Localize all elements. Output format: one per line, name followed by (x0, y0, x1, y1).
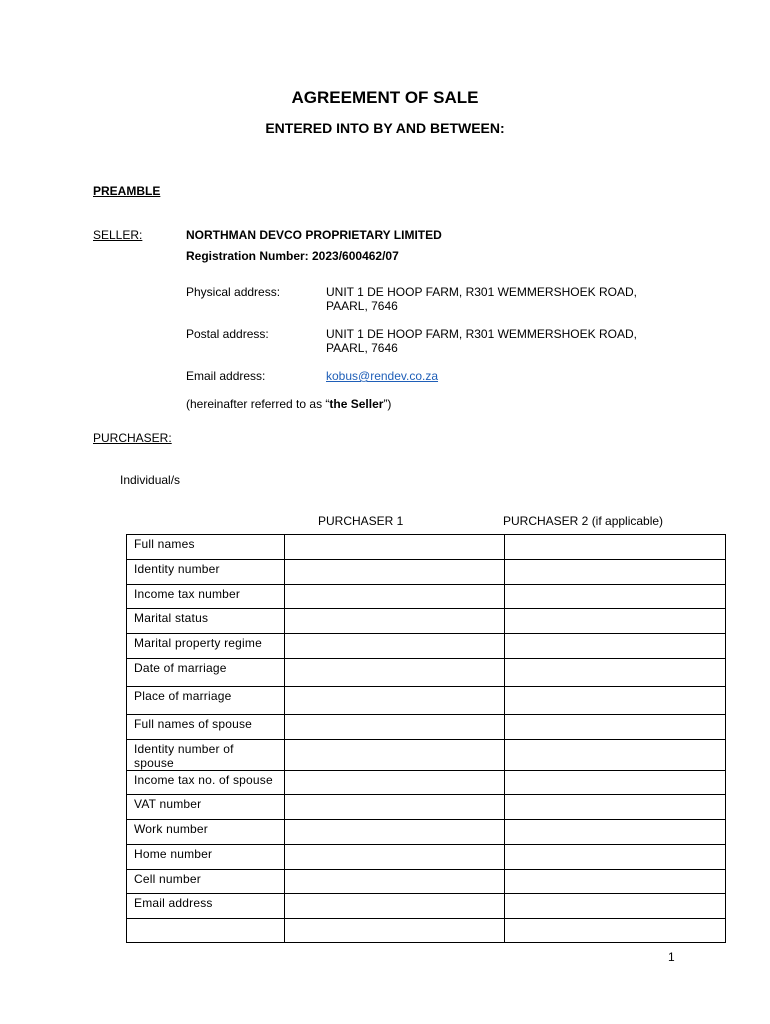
purchaser2-field[interactable] (505, 634, 726, 659)
table-row (127, 795, 726, 820)
page-number: 1 (668, 950, 675, 964)
table-row (127, 870, 726, 894)
row-label: Marital status (127, 609, 285, 634)
physical-address-line1: UNIT 1 DE HOOP FARM, R301 WEMMERSHOEK ROAD, (326, 285, 637, 299)
postal-address-line1: UNIT 1 DE HOOP FARM, R301 WEMMERSHOEK ROAD, (326, 327, 637, 341)
postal-address-label: Postal address: (186, 327, 269, 341)
table-row (127, 634, 726, 659)
row-label: Date of marriage (127, 659, 285, 687)
purchaser2-field[interactable] (505, 919, 726, 943)
purchaser1-field[interactable] (285, 585, 505, 609)
physical-address-label: Physical address: (186, 285, 281, 299)
purchaser-details-table (126, 534, 726, 943)
purchaser1-field[interactable] (285, 919, 505, 943)
row-label: Home number (127, 845, 285, 870)
row-label: Place of marriage (127, 687, 285, 715)
purchaser2-field[interactable] (505, 687, 726, 715)
purchaser1-field[interactable] (285, 634, 505, 659)
purchaser1-field[interactable] (285, 771, 505, 795)
document-title: AGREEMENT OF SALE (291, 88, 479, 107)
purchaser1-field[interactable] (285, 845, 505, 870)
purchaser2-field[interactable] (505, 560, 726, 585)
purchaser2-field[interactable] (505, 659, 726, 687)
purchaser2-field[interactable] (505, 535, 726, 560)
table-row (127, 585, 726, 609)
purchaser2-field[interactable] (505, 845, 726, 870)
row-label: Income tax no. of spouse (127, 771, 285, 795)
purchaser1-field[interactable] (285, 560, 505, 585)
row-label: Cell number (127, 870, 285, 894)
purchaser1-field[interactable] (285, 894, 505, 919)
table-row (127, 560, 726, 585)
referred-bold: the Seller (329, 397, 384, 411)
table-row (127, 659, 726, 687)
purchaser2-field[interactable] (505, 820, 726, 845)
row-label: Identity number of spouse (127, 740, 285, 771)
purchaser1-field[interactable] (285, 659, 505, 687)
purchaser2-header: PURCHASER 2 (if applicable) (503, 514, 664, 528)
seller-email-link[interactable]: kobus@rendev.co.za (326, 369, 439, 383)
physical-address-line2: PAARL, 7646 (326, 299, 398, 313)
purchaser1-field[interactable] (285, 795, 505, 820)
row-label: Email address (127, 894, 285, 919)
postal-address-line2: PAARL, 7646 (326, 341, 398, 355)
document-subtitle: ENTERED INTO BY AND BETWEEN: (265, 120, 505, 136)
purchaser-label: PURCHASER: (93, 431, 172, 445)
row-label: Marital property regime (127, 634, 285, 659)
row-label: Full names (127, 535, 285, 560)
row-label: VAT number (127, 795, 285, 820)
purchaser2-field[interactable] (505, 740, 726, 771)
purchaser2-field[interactable] (505, 609, 726, 634)
purchaser2-field[interactable] (505, 715, 726, 740)
purchaser2-field[interactable] (505, 585, 726, 609)
table-row (127, 771, 726, 795)
seller-registration: Registration Number: 2023/600462/07 (186, 249, 399, 263)
purchaser2-field[interactable] (505, 870, 726, 894)
seller-label: SELLER: (93, 228, 143, 242)
purchaser1-field[interactable] (285, 535, 505, 560)
table-row (127, 845, 726, 870)
purchaser1-field[interactable] (285, 609, 505, 634)
referred-prefix: (hereinafter referred to as “ (186, 397, 330, 411)
seller-referred-note (186, 397, 391, 411)
purchaser1-field[interactable] (285, 687, 505, 715)
seller-name: NORTHMAN DEVCO PROPRIETARY LIMITED (186, 228, 442, 242)
table-row (127, 820, 726, 845)
row-label: Work number (127, 820, 285, 845)
purchaser2-field[interactable] (505, 771, 726, 795)
preamble-heading: PREAMBLE (93, 184, 161, 198)
purchaser1-field[interactable] (285, 820, 505, 845)
purchaser1-field[interactable] (285, 740, 505, 771)
table-row (127, 687, 726, 715)
row-label: Identity number (127, 560, 285, 585)
table-row (127, 740, 726, 771)
table-row (127, 715, 726, 740)
purchaser1-field[interactable] (285, 715, 505, 740)
individuals-label: Individual/s (120, 473, 181, 487)
table-row (127, 535, 726, 560)
table-row (127, 919, 726, 943)
purchaser2-field[interactable] (505, 894, 726, 919)
row-label: Full names of spouse (127, 715, 285, 740)
table-row (127, 894, 726, 919)
purchaser2-field[interactable] (505, 795, 726, 820)
table-row (127, 609, 726, 634)
row-label: Income tax number (127, 585, 285, 609)
email-address-label: Email address: (186, 369, 266, 383)
purchaser1-header: PURCHASER 1 (318, 514, 404, 528)
referred-suffix: ”) (383, 397, 392, 411)
purchaser1-field[interactable] (285, 870, 505, 894)
row-label (127, 919, 285, 943)
